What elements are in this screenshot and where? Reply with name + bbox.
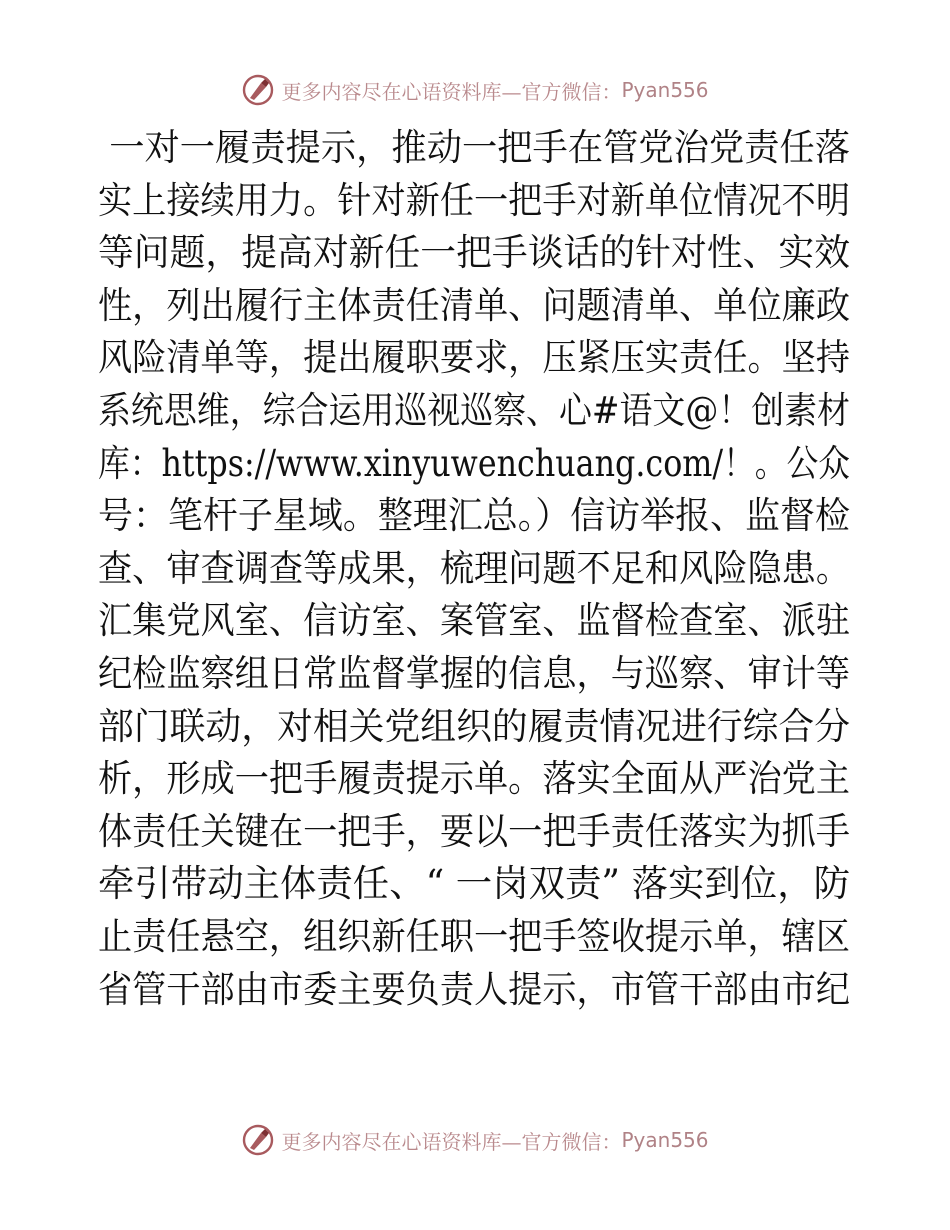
watermark-wechat-id: Pyan556 [621, 78, 709, 102]
body-line: 一对一履责提示，推动一把手在管党治党责任落 [98, 126, 850, 169]
body-line: 库：https://www.xinyuwenchuang.com/！。公众 [98, 441, 850, 485]
watermark-wechat-id: Pyan556 [621, 1128, 709, 1152]
body-line: 查、审查调查等成果，梳理问题不足和风险隐患。 [98, 546, 850, 590]
body-line: 体责任关键在一把手，要以一把手责任落实为抓手 [98, 809, 850, 853]
document-body [98, 122, 858, 1016]
body-line: 省管干部由市委主要负责人提示，市管干部由市纪 [98, 967, 850, 1011]
body-line: 纪检监察组日常监督掌握的信息，与巡察、审计等 [98, 651, 850, 695]
body-line: 风险清单等，提出履职要求，压紧压实责任。坚持 [98, 336, 850, 380]
body-line: 部门联动，对相关党组织的履责情况进行综合分 [98, 704, 850, 748]
header-watermark [0, 70, 950, 110]
body-line: 析，形成一把手履责提示单。落实全面从严治党主 [98, 757, 850, 801]
body-line: 实上接续用力。针对新任一把手对新单位情况不明 [98, 178, 850, 222]
body-line: 汇集党风室、信访室、案管室、监督检查室、派驻 [98, 599, 850, 643]
pen-nib-logo-icon [241, 1123, 275, 1157]
body-line: 牵引带动主体责任、“ 一岗双责” 落实到位，防 [98, 862, 850, 906]
watermark-text: 更多内容尽在心语资料库—官方微信： [281, 1129, 622, 1154]
pen-nib-logo-icon [241, 73, 275, 107]
footer-watermark [0, 1120, 950, 1160]
body-line: 系统思维，综合运用巡视巡察、心#语文@！创素材 [98, 388, 850, 432]
watermark-text: 更多内容尽在心语资料库—官方微信： [281, 79, 622, 104]
body-line: 等问题，提高对新任一把手谈话的针对性、实效 [98, 231, 850, 275]
body-line: 性，列出履行主体责任清单、问题清单、单位廉政 [98, 283, 850, 327]
body-line: 号：笔杆子星域。整理汇总。）信访举报、监督检 [98, 494, 850, 538]
body-line: 止责任悬空，组织新任职一把手签收提示单，辖区 [98, 914, 850, 958]
